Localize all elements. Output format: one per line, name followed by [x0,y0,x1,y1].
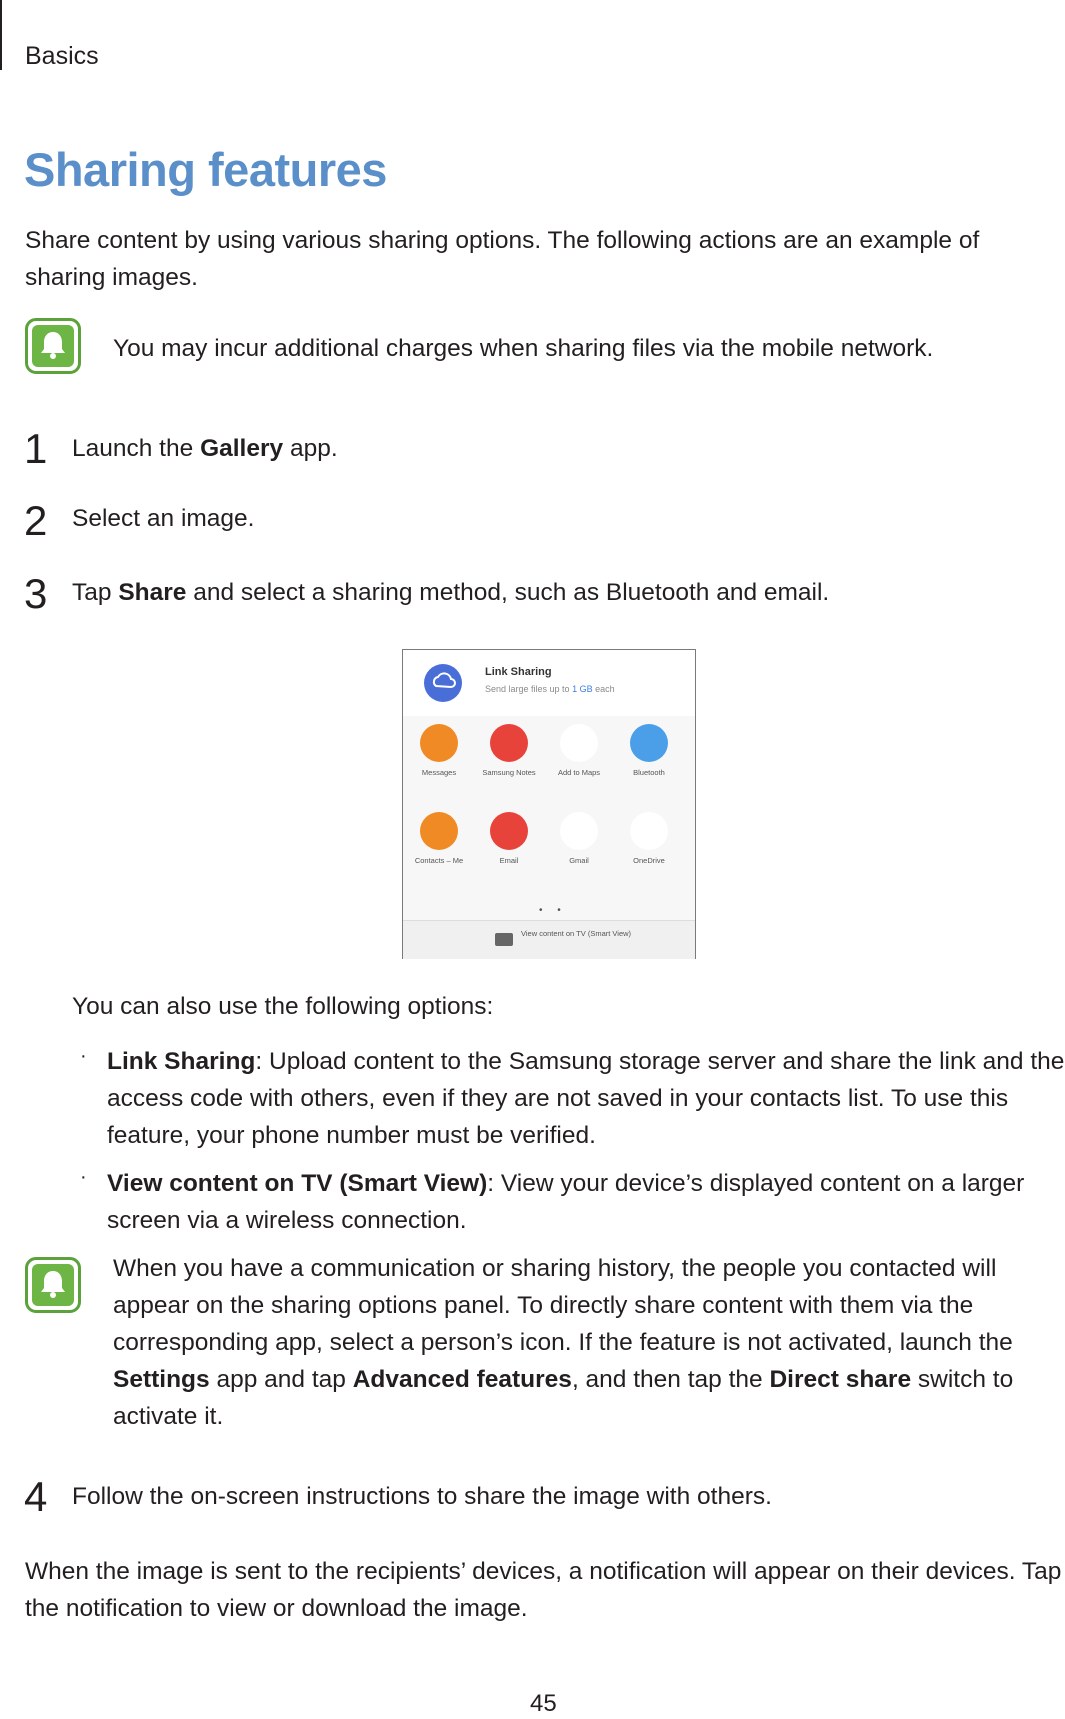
gmail-icon [560,812,598,850]
onedrive-icon [630,812,668,850]
page-title: Sharing features [24,143,387,196]
notification-bell-icon [25,318,81,374]
share-app-label: Samsung Notes [482,768,536,777]
share-app-bluetooth[interactable] [619,724,679,778]
messages-icon [420,724,458,762]
share-app-label: Contacts – Me [414,856,464,865]
share-app-email[interactable] [479,812,539,866]
share-app-label: Gmail [569,856,589,865]
smart-view-row[interactable] [403,920,695,959]
maps-icon [560,724,598,762]
step-number: 4 [24,1473,48,1520]
bullet-marker: · [80,1166,87,1188]
section-label: Basics [25,42,99,70]
share-panel-screenshot [402,649,696,959]
share-app-label: OneDrive [633,856,665,865]
share-app-label: Add to Maps [557,768,601,777]
step-text: Launch the Gallery app. [72,435,338,462]
bullet-link-sharing: Link Sharing: Upload content to the Samsung storage server and share the link and the access code with others, even if they are not saved in your contacts list. To use this feature, your phone number must be verified. [107,1048,1065,1149]
step-text: Follow the on-screen instructions to share the image with others. [72,1483,772,1510]
contacts-icon [420,812,458,850]
share-app-onedrive[interactable] [619,812,679,866]
share-app-label: Email [499,856,519,865]
step-number: 3 [24,570,48,617]
note-text: You may incur additional charges when sharing files via the mobile network. [113,335,934,362]
link-sharing-icon [424,664,462,702]
note-text: When you have a communication or sharing history, the people you contacted will appear on the sharing options panel. To directly share content with them via the corresponding app, select a person’s icon. If the feature is not activated, launch the Settings app and tap Advanced features, and then tap the Direct share switch to activate it. [113,1255,1014,1430]
intro-paragraph: Share content by using various sharing options. The following actions are an example of sharing images. [25,227,980,291]
bullet-smart-view: View content on TV (Smart View): View your device’s displayed content on a larger screen via a wireless connection. [107,1170,1025,1234]
step-text: Select an image. [72,505,255,532]
samsung-notes-icon [490,724,528,762]
link-sharing-title: Link Sharing [485,666,552,678]
smart-view-label: View content on TV (Smart View) [521,929,632,938]
options-intro: You can also use the following options: [72,993,494,1020]
link-sharing-row[interactable] [403,650,695,716]
share-app-samsung-notes[interactable] [479,724,539,778]
email-icon [490,812,528,850]
page-number: 45 [530,1690,557,1717]
step-number: 2 [24,497,48,544]
bullet-marker: · [80,1045,87,1067]
share-app-maps[interactable] [549,724,609,778]
share-app-messages[interactable] [409,724,469,778]
share-app-label: Messages [421,768,457,777]
step-number: 1 [24,425,48,472]
notification-bell-icon [25,1257,81,1313]
tv-icon [495,933,513,946]
page-corner-rule [0,0,2,70]
share-app-gmail[interactable] [549,812,609,866]
page-indicator: • • [539,905,567,916]
step-text: Tap Share and select a sharing method, such as Bluetooth and email. [72,579,830,606]
share-app-contacts[interactable] [409,812,469,866]
link-sharing-subtitle: Send large files up to 1 GB each [485,684,615,694]
bluetooth-icon [630,724,668,762]
closing-paragraph: When the image is sent to the recipients’ devices, a notification will appear on their devices. Tap the notification to view or download the image. [25,1558,1062,1622]
share-app-label: Bluetooth [633,768,665,777]
